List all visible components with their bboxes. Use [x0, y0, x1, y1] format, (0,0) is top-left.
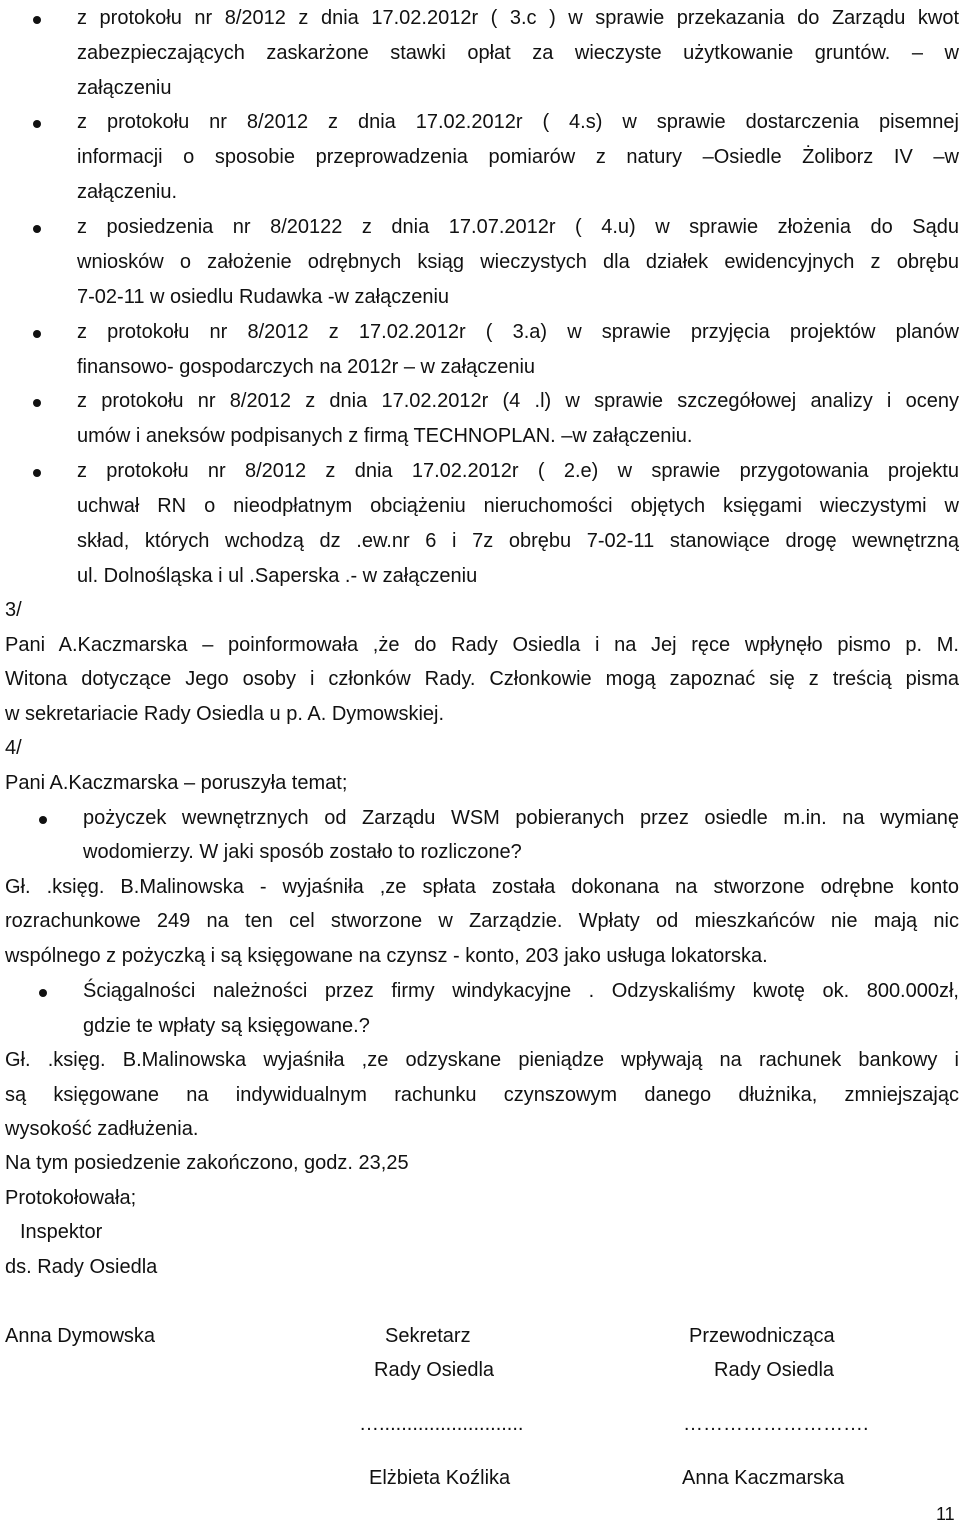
signature-mid-name: Elżbieta Koźlika [369, 1467, 511, 1489]
signature-mid-title: Sekretarz [385, 1325, 471, 1347]
paragraph-line: wysokość zadłużenia. [5, 1118, 199, 1140]
list-item-line: wniosków o założenie odrębnych ksiąg wieczystych dla działek ewidencyjnych z obrębu [77, 251, 959, 273]
list-item-line: ul. Dolnośląska i ul .Saperska .- w załączeniu [77, 565, 478, 587]
list-item-line: z protokołu nr 8/2012 z dnia 17.02.2012r ( 3.c ) w sprawie przekazania do Zarządu kwot [77, 7, 959, 29]
bullet-marker [39, 989, 47, 997]
list-item-line: z protokołu nr 8/2012 z dnia 17.02.2012r ( 2.e) w sprawie przygotowania projektu [77, 460, 959, 482]
list-item-line: umów i aneksów podpisanych z firmą TECHNOPLAN. –w załączeniu. [77, 425, 693, 447]
signature-right-title: Przewodnicząca [689, 1325, 835, 1347]
list-item-line: załączeniu [77, 77, 172, 99]
inspector-label: Inspektor [20, 1221, 103, 1243]
paragraph-line: wspólnego z pożyczką i są księgowane na czynsz - konto, 203 jako usługa lokatorska. [5, 945, 768, 967]
bullet-marker [33, 469, 41, 477]
list-item-line: uchwał RN o nieodpłatnym obciążeniu nieruchomości objętych księgami wieczystymi w [77, 495, 959, 517]
bullet-marker [33, 330, 41, 338]
list-item-line: informacji o sposobie przeprowadzenia pomiarów z natury –Osiedle Żoliborz IV –w [77, 146, 959, 168]
section-heading: 4/ [5, 737, 22, 759]
page-number: 11 [936, 1504, 955, 1524]
list-item-line: z posiedzenia nr 8/20122 z dnia 17.07.2012r ( 4.u) w sprawie złożenia do Sądu [77, 216, 959, 238]
signature-mid-subtitle: Rady Osiedla [374, 1359, 495, 1381]
recorded-by-label: Protokołowała; [5, 1187, 137, 1209]
paragraph-line: rozrachunkowe 249 na ten cel stworzone w Zarządzie. Wpłaty od mieszkańców nie mają nic [5, 910, 959, 932]
council-label: ds. Rady Osiedla [5, 1256, 158, 1278]
list-item-line: z protokołu nr 8/2012 z dnia 17.02.2012r (4 .l) w sprawie szczegółowej analizy i oceny [77, 390, 959, 412]
list-item-line: skład, których wchodzą dz .ew.nr 6 i 7z obrębu 7-02-11 stanowiące drogę wewnętrzną [77, 530, 959, 552]
bullet-marker [33, 16, 41, 24]
paragraph-line: Pani A.Kaczmarska – poruszyła temat; [5, 772, 348, 794]
bullet-marker [33, 120, 41, 128]
paragraph-line: Gł. .księg. B.Malinowska wyjaśniła ,ze odzyskane pieniądze wpływają na rachunek bankowy i [5, 1049, 959, 1071]
signature-right-subtitle: Rady Osiedla [714, 1359, 835, 1381]
list-item-line: załączeniu. [77, 181, 178, 203]
bullet-marker [33, 399, 41, 407]
paragraph-line: w sekretariacie Rady Osiedla u p. A. Dymowskiej. [5, 703, 445, 725]
list-item-line: gdzie te wpłaty są księgowane.? [83, 1015, 370, 1037]
signature-right-dots: ………………………. [683, 1413, 869, 1435]
paragraph-line: Witona dotyczące Jego osoby i członków Rady. Członkowie mogą zapoznać się z treścią pisma [5, 668, 959, 690]
paragraph-line: są księgowane na indywidualnym rachunku czynszowym danego dłużnika, zmniejszając [5, 1084, 959, 1106]
list-item-line: zabezpieczających zaskarżone stawki opłat za wieczyste użytkowanie gruntów. – w [77, 42, 959, 64]
list-item-line: z protokołu nr 8/2012 z 17.02.2012r ( 3.a) w sprawie przyjęcia projektów planów [77, 321, 959, 343]
paragraph-line: Pani A.Kaczmarska – poinformowała ,że do Rady Osiedla i na Jej ręce wpłynęło pismo p. M. [5, 634, 959, 656]
bullet-marker [33, 225, 41, 233]
paragraph-line: Gł. .księg. B.Malinowska - wyjaśniła ,ze spłata została dokonana na stworzone odrębne konto [5, 876, 959, 898]
signature-left-name: Anna Dymowska [5, 1325, 156, 1347]
list-item-line: pożyczek wewnętrznych od Zarządu WSM pobieranych przez osiedle m.in. na wymianę [83, 807, 959, 829]
list-item-line: wodomierzy. W jaki sposób zostało to rozliczone? [83, 841, 522, 863]
section-heading: 3/ [5, 599, 22, 621]
signature-right-name: Anna Kaczmarska [682, 1467, 845, 1489]
list-item-line: 7-02-11 w osiedlu Rudawka -w załączeniu [77, 286, 450, 308]
bullet-marker [39, 816, 47, 824]
list-item-line: Ściągalności należności przez firmy windykacyjne . Odzyskaliśmy kwotę ok. 800.000zł, [83, 980, 959, 1002]
list-item-line: z protokołu nr 8/2012 z dnia 17.02.2012r ( 4.s) w sprawie dostarczenia pisemnej [77, 111, 959, 133]
closing-statement: Na tym posiedzenie zakończono, godz. 23,25 [5, 1152, 409, 1174]
signature-mid-dots: ….......................... [359, 1413, 524, 1435]
list-item-line: finansowo- gospodarczych na 2012r – w załączeniu [77, 356, 536, 378]
